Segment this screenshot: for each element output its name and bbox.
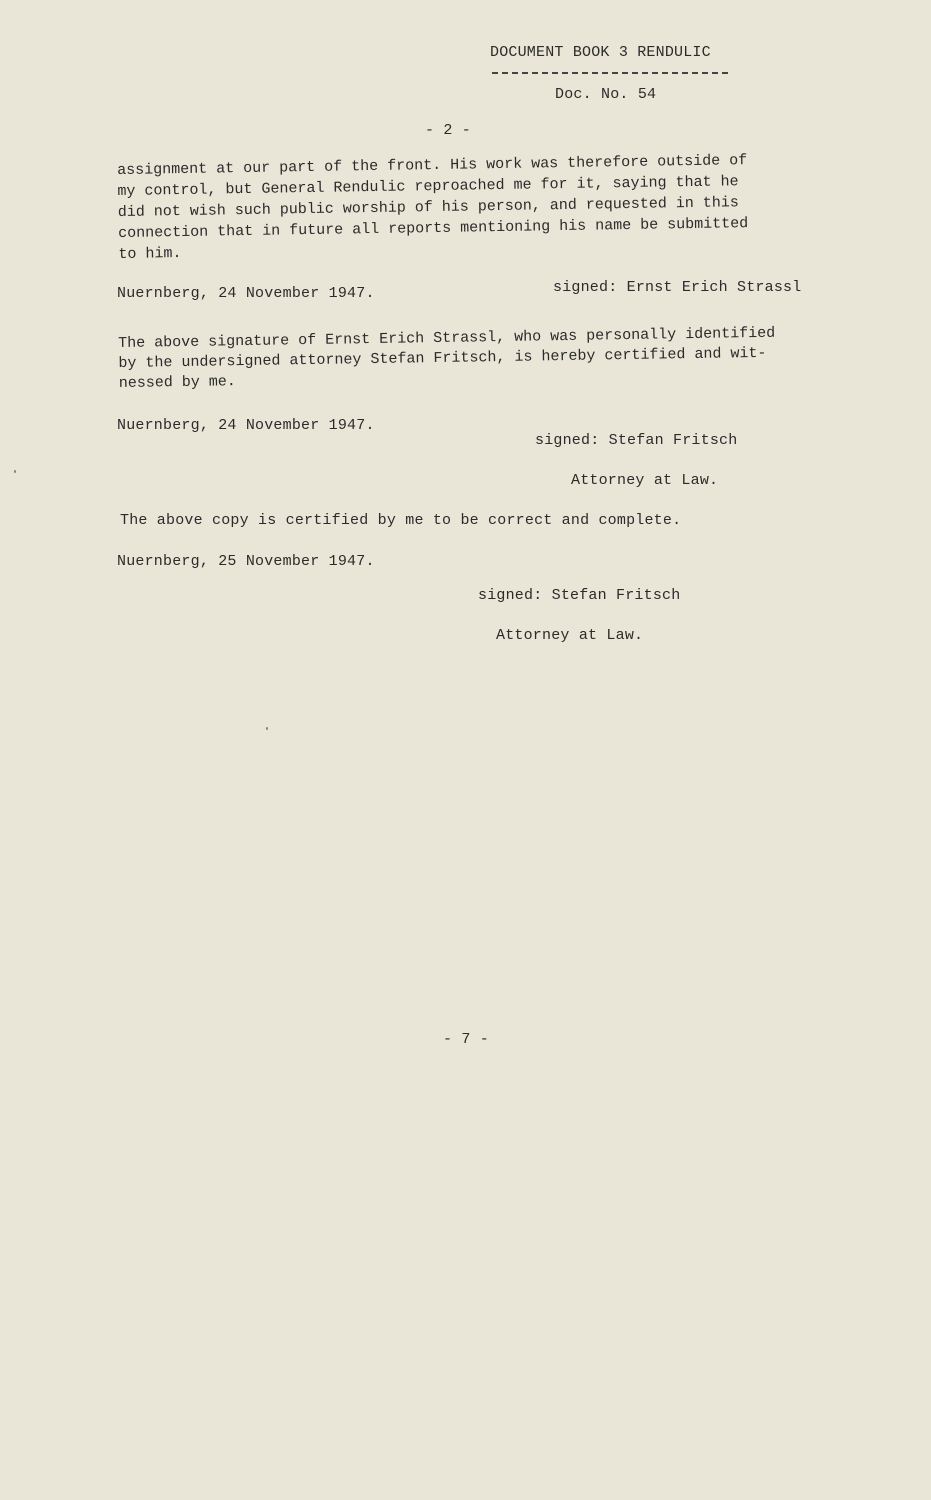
statement-line: my control, but General Rendulic reproached me for it, saying that he — [117, 173, 739, 200]
title-underline — [492, 72, 728, 74]
copy-certification-signature: signed: Stefan Fritsch — [478, 587, 681, 604]
document-book-title: DOCUMENT BOOK 3 RENDULIC — [490, 44, 711, 61]
document-number: Doc. No. 54 — [555, 86, 657, 103]
certification-signature: signed: Stefan Fritsch — [535, 432, 738, 449]
statement-paragraph — [117, 149, 809, 265]
statement-line: assignment at our part of the front. His work was therefore outside of — [117, 152, 748, 179]
paper-speck — [266, 727, 268, 730]
certification-place-date: Nuernberg, 24 November 1947. — [117, 417, 375, 434]
certification-paragraph — [118, 323, 829, 394]
copy-certification-attorney-title: Attorney at Law. — [496, 627, 644, 644]
certification-attorney-title: Attorney at Law. — [571, 472, 719, 489]
paper-speck — [14, 470, 16, 473]
statement-place-date: Nuernberg, 24 November 1947. — [117, 285, 375, 302]
certification-line: by the undersigned attorney Stefan Fritsch, is hereby certified and wit- — [118, 344, 767, 372]
copy-certification-place-date: Nuernberg, 25 November 1947. — [117, 553, 375, 570]
statement-signature: signed: Ernst Erich Strassl — [553, 279, 802, 296]
certification-line: nessed by me. — [118, 373, 236, 392]
statement-line: to him. — [118, 244, 182, 263]
statement-line: did not wish such public worship of his person, and requested in this — [117, 194, 739, 221]
certification-line: The above signature of Ernst Erich Strassl, who was personally identified — [118, 324, 776, 352]
page-number-top: - 2 - — [425, 122, 472, 139]
statement-line: connection that in future all reports mentioning his name be submitted — [118, 215, 749, 242]
copy-certification-text: The above copy is certified by me to be correct and complete. — [120, 512, 682, 529]
page-number-bottom: - 7 - — [443, 1031, 490, 1048]
